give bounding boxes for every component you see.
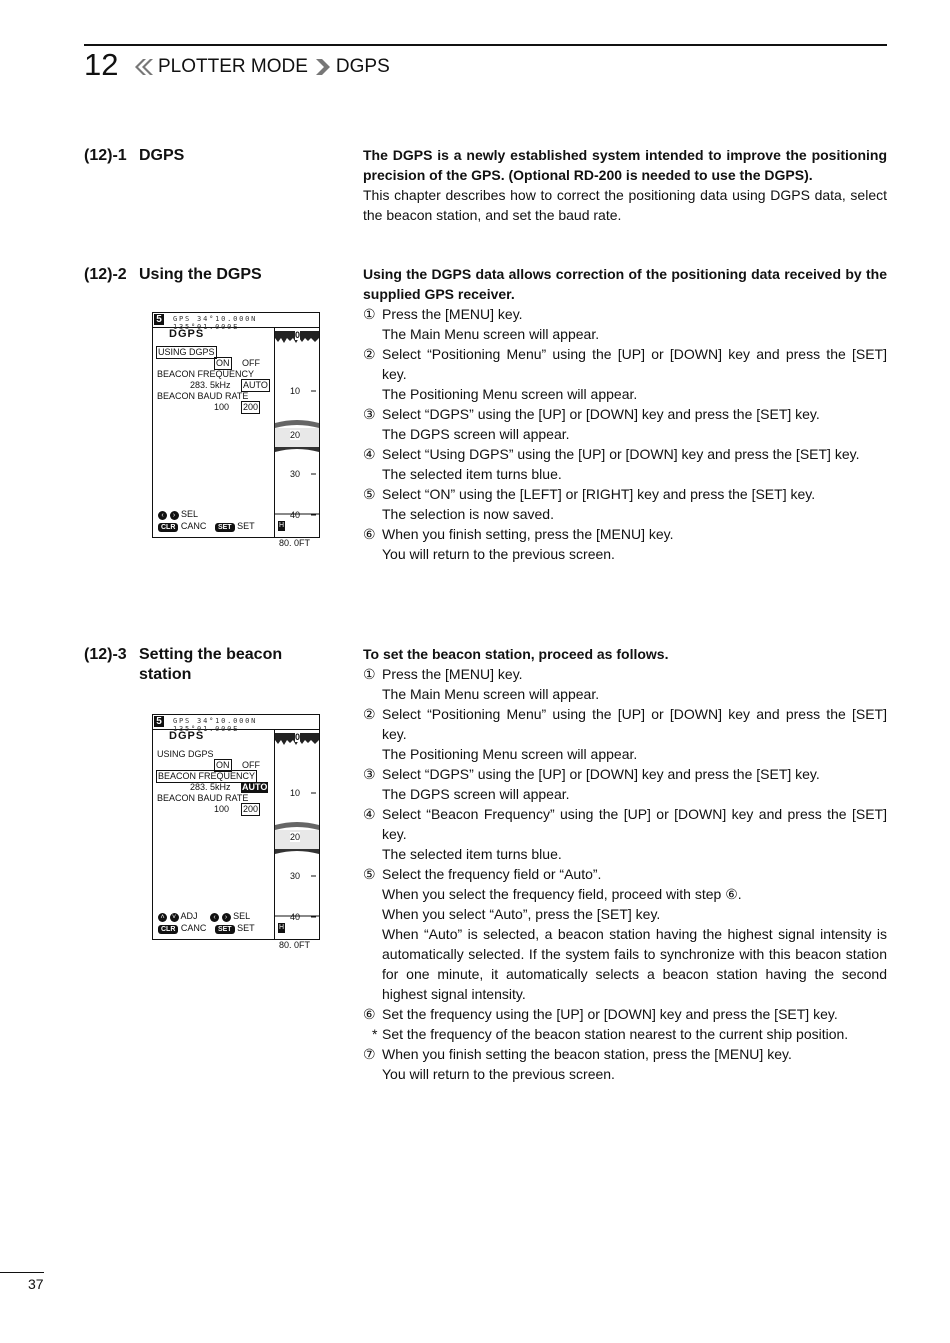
step-result: The DGPS screen will appear. bbox=[382, 786, 570, 802]
right-arrow-icon: › bbox=[222, 913, 231, 922]
step-result: You will return to the previous screen. bbox=[382, 1066, 615, 1082]
chapter-number: 12 bbox=[84, 47, 119, 82]
note-mark: * bbox=[372, 1026, 378, 1042]
step-text: Select “Beacon Frequency” using the [UP] or [DOWN] key and press the [SET] key. bbox=[382, 806, 887, 842]
step-item bbox=[363, 524, 887, 544]
clr-key: CLR bbox=[158, 925, 178, 934]
step-result: The selected item turns blue. bbox=[382, 466, 562, 482]
step-number: ⑥ bbox=[363, 1006, 376, 1022]
depth-0: 0 bbox=[295, 330, 301, 340]
step-number: ③ bbox=[363, 406, 376, 422]
step-result: When “Auto” is selected, a beacon station having the highest signal intensity is automatically selected. If the system fails to synchronize with this beacon station for one minute, it automatically selects a beacon station having the second highest signal intensity. bbox=[382, 926, 887, 1002]
depth-10: 10 bbox=[290, 788, 301, 798]
mode-label: PLOTTER MODE bbox=[158, 56, 308, 77]
step-item bbox=[363, 704, 887, 744]
gps-position: GPS 34°10.000N 135°01.000E bbox=[173, 717, 258, 733]
section-body-12-1 bbox=[363, 145, 887, 225]
step-text: Select “Using DGPS” using the [UP] or [DOWN] key and press the [SET] key. bbox=[382, 446, 860, 462]
off-option: OFF bbox=[242, 760, 260, 770]
screen-status-bar bbox=[153, 715, 319, 733]
step-result: The selection is now saved. bbox=[382, 506, 554, 522]
range-label: 80. 0FT bbox=[279, 940, 311, 950]
step-number: ⑥ bbox=[363, 526, 376, 542]
step-number: ⑤ bbox=[363, 866, 376, 882]
screen-status-bar bbox=[153, 313, 319, 331]
baud-200-option: 200 bbox=[243, 402, 259, 412]
step-number: ② bbox=[363, 346, 376, 362]
dgps-screen-using bbox=[152, 312, 320, 548]
step-text: Select “Positioning Menu” using the [UP] or [DOWN] key and press the [SET] key. bbox=[382, 706, 887, 742]
screen-title: DGPS bbox=[169, 328, 205, 340]
step-item bbox=[363, 1004, 887, 1024]
sonar-panel bbox=[275, 328, 319, 548]
right-arrow-icon: › bbox=[170, 511, 179, 520]
section-title-12-3: (12)-3 Setting the beacon station bbox=[84, 646, 283, 683]
depth-10: 10 bbox=[290, 386, 301, 396]
chevron-right-icon bbox=[312, 58, 332, 76]
lead-text: Using the DGPS data allows correction of the positioning data received by the supplied GPS receiver. bbox=[363, 266, 887, 302]
depth-40: 40 bbox=[290, 510, 301, 520]
depth-30: 30 bbox=[290, 469, 301, 479]
frequency-value: 283. 5kHz bbox=[190, 380, 231, 390]
step-item bbox=[363, 764, 887, 784]
step-text: Select “Positioning Menu” using the [UP] or [DOWN] key and press the [SET] key. bbox=[382, 346, 887, 382]
step-item bbox=[363, 1044, 887, 1064]
footer-rule bbox=[0, 1272, 44, 1273]
canc-set-hint: CLR CANC SET SET bbox=[158, 521, 255, 532]
step-text: Select “DGPS” using the [UP] or [DOWN] key and press the [SET] key. bbox=[382, 406, 820, 422]
set-key: SET bbox=[215, 925, 235, 934]
step-result: When you select the frequency field, proceed with step ⑥. bbox=[382, 886, 742, 902]
step-item bbox=[363, 344, 887, 384]
step-item bbox=[363, 804, 887, 844]
baud-100-option: 100 bbox=[214, 402, 230, 412]
step-number: ④ bbox=[363, 446, 376, 462]
step-text: When you finish setting, press the [MENU] key. bbox=[382, 526, 674, 542]
adj-sel-hint: ˄ ˅ ADJ ‹ › SEL bbox=[158, 911, 250, 922]
header-rule bbox=[84, 44, 887, 46]
beacon-frequency-item: BEACON FREQUENCY bbox=[157, 369, 255, 379]
lead-text: To set the beacon station, proceed as follows. bbox=[363, 646, 669, 662]
step-number: ③ bbox=[363, 766, 376, 782]
frequency-value: 283. 5kHz bbox=[190, 782, 231, 792]
step-text: Press the [MENU] key. bbox=[382, 666, 523, 682]
down-arrow-icon: ˅ bbox=[170, 913, 179, 922]
step-result: The selected item turns blue. bbox=[382, 846, 562, 862]
step-number: ② bbox=[363, 706, 376, 722]
step-text: Select the frequency field or “Auto”. bbox=[382, 866, 602, 882]
off-option: OFF bbox=[242, 358, 260, 368]
step-item bbox=[363, 484, 887, 504]
step-number: ④ bbox=[363, 806, 376, 822]
step-number: ① bbox=[363, 666, 376, 682]
section-body-12-3 bbox=[363, 644, 887, 1084]
step-text: Select “DGPS” using the [UP] or [DOWN] key and press the [SET] key. bbox=[382, 766, 820, 782]
h-marker: H bbox=[279, 924, 285, 931]
screen-title: DGPS bbox=[169, 730, 205, 742]
clr-key: CLR bbox=[158, 523, 178, 532]
note-item bbox=[363, 1024, 887, 1044]
beacon-frequency-item: BEACON FREQUENCY bbox=[158, 771, 256, 781]
section-title-12-2: (12)-2 Using the DGPS bbox=[84, 266, 262, 283]
step-text: When you finish setting the beacon station, press the [MENU] key. bbox=[382, 1046, 792, 1062]
beacon-baud-rate-item: BEACON BAUD RATE bbox=[157, 391, 249, 401]
step-result: The Positioning Menu screen will appear. bbox=[382, 746, 638, 762]
step-result: When you select “Auto”, press the [SET] key. bbox=[382, 906, 661, 922]
section-body-12-2 bbox=[363, 264, 887, 564]
step-item bbox=[363, 404, 887, 424]
step-text: Set the frequency of the beacon station nearest to the current ship position. bbox=[382, 1026, 849, 1042]
auto-option: AUTO bbox=[242, 782, 268, 792]
screen-badge: 5 bbox=[154, 716, 164, 727]
step-item bbox=[363, 304, 887, 324]
screen-badge: 5 bbox=[154, 314, 164, 325]
using-dgps-item: USING DGPS bbox=[157, 749, 214, 759]
baud-100-option: 100 bbox=[214, 804, 230, 814]
step-text: Select “ON” using the [LEFT] or [RIGHT] key and press the [SET] key. bbox=[382, 486, 816, 502]
dgps-screen-beacon bbox=[152, 714, 320, 950]
on-option: ON bbox=[216, 358, 230, 368]
double-chevron-left-icon bbox=[134, 58, 154, 76]
using-dgps-item: USING DGPS bbox=[158, 347, 215, 357]
left-arrow-icon: ‹ bbox=[210, 913, 219, 922]
depth-20: 20 bbox=[290, 832, 301, 842]
depth-0: 0 bbox=[295, 732, 301, 742]
step-item bbox=[363, 444, 887, 464]
depth-40: 40 bbox=[290, 912, 301, 922]
on-option: ON bbox=[216, 760, 230, 770]
step-number: ⑦ bbox=[363, 1046, 376, 1062]
step-text: Press the [MENU] key. bbox=[382, 306, 523, 322]
step-item bbox=[363, 664, 887, 684]
page-number: 37 bbox=[28, 1276, 44, 1292]
section-title-12-1: (12)-1 DGPS bbox=[84, 147, 185, 164]
range-label: 80. 0FT bbox=[279, 538, 311, 548]
step-result: You will return to the previous screen. bbox=[382, 546, 615, 562]
step-result: The Main Menu screen will appear. bbox=[382, 686, 600, 702]
set-key: SET bbox=[215, 523, 235, 532]
beacon-baud-rate-item: BEACON BAUD RATE bbox=[157, 793, 249, 803]
auto-option: AUTO bbox=[243, 380, 268, 390]
baud-200-option: 200 bbox=[243, 804, 259, 814]
up-arrow-icon: ˄ bbox=[158, 913, 167, 922]
chapter-title bbox=[134, 56, 390, 78]
step-number: ① bbox=[363, 306, 376, 322]
sonar-panel bbox=[275, 730, 319, 950]
step-item bbox=[363, 864, 887, 884]
depth-30: 30 bbox=[290, 871, 301, 881]
paragraph: This chapter describes how to correct the positioning data using DGPS data, select the beacon station, and set the baud rate. bbox=[363, 187, 887, 223]
left-arrow-icon: ‹ bbox=[158, 511, 167, 520]
step-text: Set the frequency using the [UP] or [DOWN] key and press the [SET] key. bbox=[382, 1006, 838, 1022]
sel-hint: ‹ › SEL bbox=[158, 509, 198, 520]
step-result: The DGPS screen will appear. bbox=[382, 426, 570, 442]
lead-text: The DGPS is a newly established system intended to improve the positioning precision of the GPS. (Optional RD-200 is needed to use the DGPS). bbox=[363, 147, 887, 183]
depth-20: 20 bbox=[290, 430, 301, 440]
step-result: The Main Menu screen will appear. bbox=[382, 326, 600, 342]
canc-set-hint: CLR CANC SET SET bbox=[158, 923, 255, 934]
gps-position: GPS 34°10.000N 135°01.000E bbox=[173, 315, 258, 331]
step-number: ⑤ bbox=[363, 486, 376, 502]
h-marker: H bbox=[279, 522, 285, 529]
section-label: DGPS bbox=[335, 56, 390, 77]
step-result: The Positioning Menu screen will appear. bbox=[382, 386, 638, 402]
